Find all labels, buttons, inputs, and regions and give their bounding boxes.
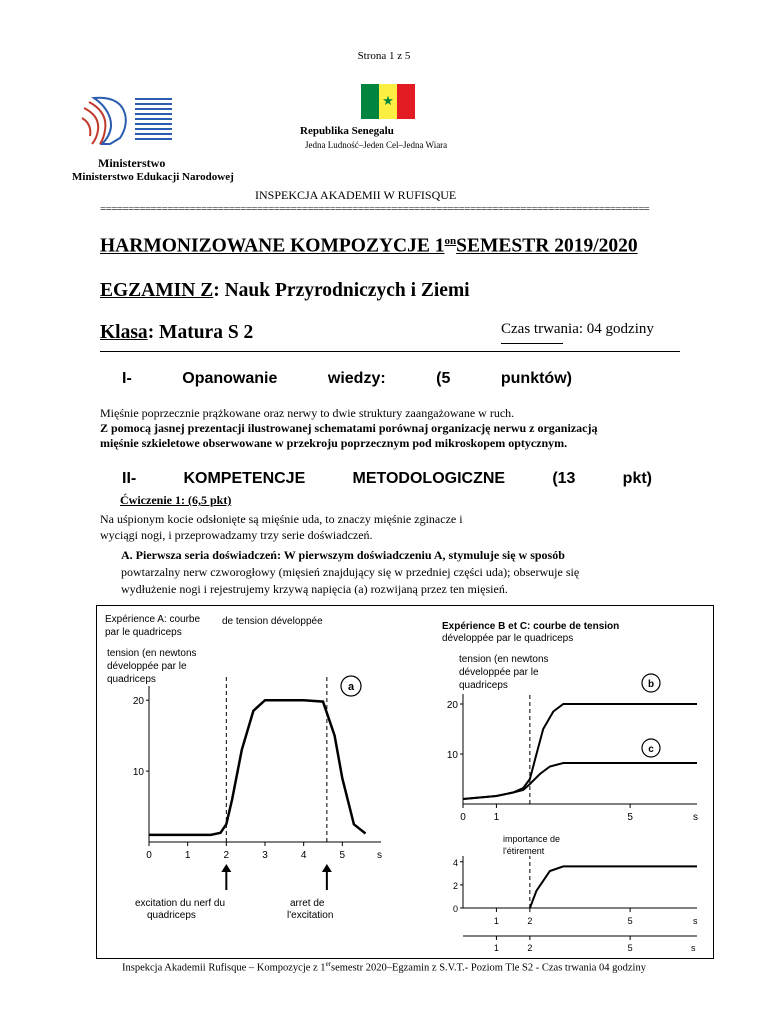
y-tick-label: 4	[452, 857, 458, 868]
inspection-name: INSPEKCJA AKADEMII W RUFISQUE	[255, 188, 457, 202]
title-main: HARMONIZOWANE KOMPOZYCJE 1	[100, 235, 445, 257]
ministry-logo	[80, 96, 175, 146]
title-divider	[100, 351, 680, 352]
series-line-c	[463, 763, 697, 799]
exercise-intro	[100, 511, 540, 543]
part-a-line3: wydłużenie nogi i rejestrujemy krzywą napięcia (a) rozwijaną przez ten mięsień.	[121, 582, 508, 596]
chartS-title-l2: l'étirement	[503, 846, 545, 856]
class-label: Klasa	[100, 322, 148, 343]
section2-word4: pkt)	[622, 470, 652, 487]
curve-label-b: b	[647, 679, 655, 690]
senegal-flag	[361, 84, 415, 119]
curve-label-c: c	[648, 744, 654, 755]
chart-bc	[447, 674, 698, 823]
country-motto: Jedna Ludność–Jeden Cel–Jedna Wiara	[305, 140, 448, 150]
section2-heading	[122, 470, 652, 488]
chartA-annotation2-l2: l'excitation	[287, 910, 334, 921]
exam-class	[100, 322, 253, 344]
footer-before: Inspekcja Akademii Rufisque – Kompozycje z 1	[122, 962, 326, 974]
flag-star-icon: ★	[382, 94, 394, 109]
chartA-ylabel-l1: tension (en newtons	[107, 648, 197, 659]
chartA-title-l2: par le quadriceps	[105, 627, 182, 638]
chart-a	[133, 674, 382, 890]
chartA-annotation2-l1: arret de	[290, 898, 325, 909]
bottom-tick-label: 2	[527, 943, 533, 953]
section1-word2: wiedzy:	[327, 370, 386, 387]
section2-word1: KOMPETENCJE	[183, 470, 306, 487]
y-tick-label: 20	[132, 696, 144, 708]
section1-line2: Z pomocą jasnej prezentacji ilustrowanej schematami porównaj organizację nerwu z organizacją	[100, 421, 598, 435]
flag-yellow-stripe	[379, 84, 397, 119]
chartB-ylabel-l2: développée par le	[459, 667, 539, 678]
part-a-line2: powtarzalny nerw czworogłowy (mięsień znajdujący się w przedniej części uda); obserwuje się	[121, 565, 580, 579]
section1-word4: punktów)	[500, 370, 572, 387]
x-tick-label: 5	[627, 916, 633, 926]
chartB-title-l1: Expérience B et C: courbe de tension	[442, 621, 620, 632]
series-line-b	[463, 704, 697, 799]
section1-text	[100, 406, 680, 451]
arrow-head-excitation	[221, 864, 231, 872]
country-name: Republika Senegalu	[300, 125, 394, 137]
section1-num: I-	[122, 370, 132, 387]
series-line-stretch	[530, 866, 697, 908]
chartB-ylabel-l1: tension (en newtons	[459, 654, 549, 665]
chart-stretch	[453, 856, 698, 953]
ministry-full: Ministerstwo Edukacji Narodowej	[72, 171, 234, 183]
bottom-tick-label: 1	[493, 943, 499, 953]
ministry-short: Ministerstwo	[98, 156, 166, 170]
section1-line3: mięśnie szkieletowe obserwowane w przekroju poprzecznym pod mikroskopem optycznym.	[100, 436, 568, 450]
y-tick-label: 0	[452, 904, 458, 914]
x-axis-unit: s	[693, 916, 698, 926]
flag-green-stripe	[361, 84, 379, 119]
chartB-ylabel-l3: quadriceps	[459, 680, 508, 691]
exam-title	[100, 235, 638, 258]
experiment-figure	[96, 605, 714, 959]
exercise-title: Ćwiczenie 1: (6,5 pkt)	[120, 493, 232, 507]
footer-after: semestr 2020–Egzamin z S.V.T.- Poziom Tle S2 - Czas trwania 04 godziny	[331, 962, 646, 974]
chartS-title-l1: importance de	[503, 834, 561, 844]
y-tick-label: 10	[132, 767, 144, 779]
section2-num: II-	[122, 470, 137, 487]
page-number: Strona 1 z 5	[357, 50, 411, 62]
part-a-line1: A. Pierwsza seria doświadczeń: W pierwszym doświadczeniu A, stymuluje się w sposób	[121, 548, 565, 562]
series-line-a	[149, 700, 366, 835]
flag-red-stripe	[397, 84, 415, 119]
chartB-title-l2: développée par le quadriceps	[442, 633, 574, 644]
y-tick-label: 20	[446, 700, 458, 711]
title-sup: on	[444, 235, 457, 247]
intro-line1: Na uśpionym kocie odsłonięte są mięśnie uda, to znaczy mięśnie zginacze i	[100, 512, 463, 526]
header-rule: ==================================================================================================	[100, 203, 650, 215]
bottom-axis-unit: s	[691, 943, 696, 953]
section2-word3: (13	[552, 470, 576, 487]
footer	[0, 960, 768, 974]
footer-sup: er	[325, 960, 332, 968]
x-axis-unit: s	[693, 812, 698, 823]
chartA-title-l1b: de tension développée	[222, 616, 323, 627]
x-tick-label: 1	[493, 916, 499, 926]
section1-word1: Opanowanie	[182, 370, 278, 387]
x-tick-label: 0	[460, 812, 466, 823]
intro-line2: wyciągi nogi, i przeprowadzamy trzy serie doświadczeń.	[100, 528, 373, 542]
x-tick-label: 5	[339, 850, 346, 861]
bottom-tick-label: 5	[627, 943, 633, 953]
chartA-ylabel-l2: développée par le	[107, 661, 187, 672]
x-tick-label: 3	[262, 850, 268, 861]
y-tick-label: 2	[452, 880, 458, 891]
x-tick-label: 5	[627, 812, 633, 823]
exam-subject-name: : Nauk Przyrodniczych i Ziemi	[213, 280, 470, 301]
x-tick-label: 2	[527, 916, 533, 926]
exam-subject	[100, 280, 470, 302]
chartA-annotation-l1: excitation du nerf du	[135, 898, 226, 909]
title-rest: SEMESTR 2019/2020	[456, 235, 638, 257]
x-tick-label: 1	[184, 850, 191, 861]
y-tick-label: 10	[446, 750, 458, 761]
duration-underline	[501, 343, 563, 344]
x-tick-label: 0	[146, 850, 152, 861]
section1-line1: Mięśnie poprzecznie prążkowane oraz nerwy to dwie struktury zaangażowane w ruch.	[100, 406, 515, 420]
part-a-text	[121, 547, 714, 598]
curve-label-a: a	[347, 681, 355, 693]
x-tick-label: 4	[300, 850, 307, 861]
exam-duration: Czas trwania: 04 godziny	[501, 321, 654, 337]
chartA-annotation-l2: quadriceps	[147, 910, 196, 921]
chartA-ylabel-l3: quadriceps	[107, 674, 156, 685]
section2-word2: METODOLOGICZNE	[352, 470, 506, 487]
x-axis-unit: s	[377, 850, 382, 861]
x-tick-label: 2	[223, 850, 230, 861]
section1-word3: (5	[436, 370, 451, 387]
chartA-title-l1: Expérience A: courbe	[105, 614, 201, 625]
class-name: : Matura S 2	[147, 322, 254, 343]
section1-heading	[122, 370, 572, 388]
x-tick-label: 1	[493, 812, 500, 823]
arrow-head-stop	[322, 864, 332, 872]
exam-label: EGZAMIN Z	[100, 280, 214, 301]
